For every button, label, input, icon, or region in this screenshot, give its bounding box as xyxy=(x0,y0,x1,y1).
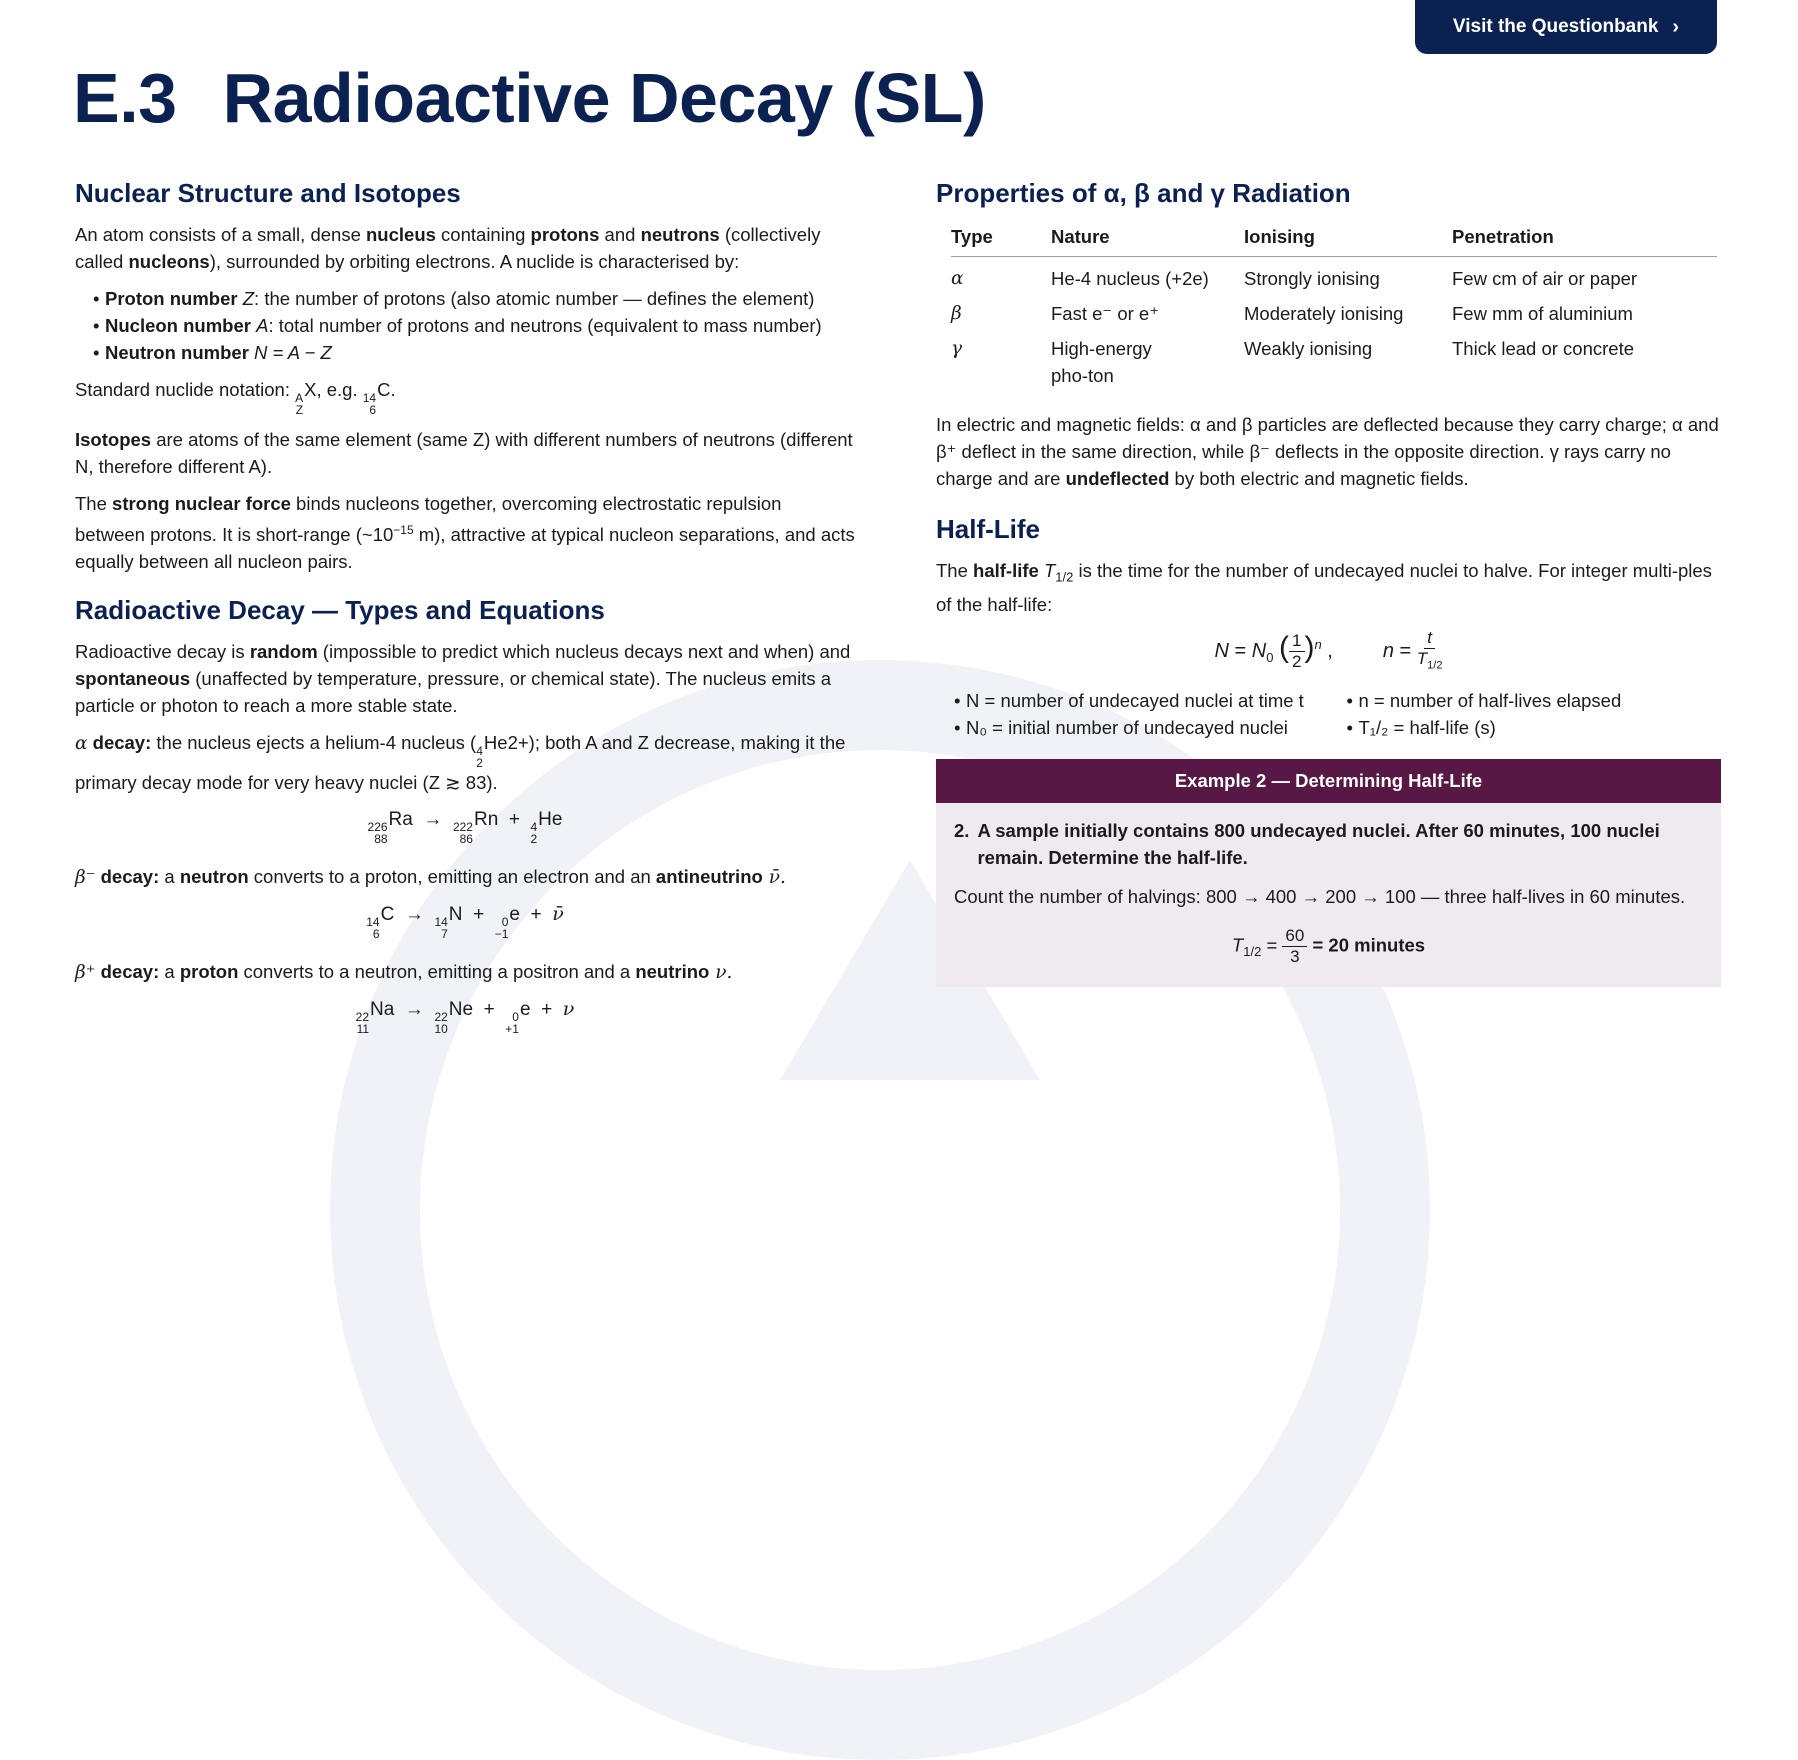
example-working: Count the number of halvings: 800 → 400 → 200 → 100 — three half-lives in 60 minutes. xyxy=(954,886,1686,908)
heading-half-life: Half-Life xyxy=(936,514,1040,544)
left-column xyxy=(75,180,855,1053)
list-item: • n = number of half-lives elapsed xyxy=(1347,687,1722,714)
strong-force-paragraph: The strong nuclear force binds nucleons together, overcoming electrostatic repulsion between protons. It is short-range ($\sim 10^{-15}$ m), attractive at typical nucleon separations, and acts equally between all nucleon pairs. xyxy=(75,493,855,573)
chevron-right-icon: › xyxy=(1672,15,1680,38)
half-life-legend xyxy=(936,687,1721,741)
nuclide-properties-list xyxy=(75,285,855,366)
heading-nuclear-structure: Nuclear Structure and Isotopes xyxy=(75,178,461,208)
nucleus-paragraph: An atom consists of a small, dense nucleus containing protons and neutrons (collectively called nucleons), surrounded by orbiting electrons. A nuclide is characterised by: xyxy=(75,224,821,272)
list-item: • Nucleon number A: total number of protons and neutrons (equivalent to mass number) xyxy=(93,312,855,339)
table-row: β Fast e⁻ or e⁺ Moderately ionising Few mm of aluminium xyxy=(951,303,1633,324)
section-title: Radioactive Decay (SL) xyxy=(222,59,986,137)
list-item: • N = number of undecayed nuclei at time t xyxy=(954,687,1329,714)
beta-plus-paragraph: β⁺ decay: a proton converts to a neutron, emitting a positron and a neutrino ν. xyxy=(75,961,733,984)
list-item: • N₀ = initial number of undecayed nuclei xyxy=(954,714,1329,741)
table-row: γ High-energy pho-ton Weakly ionising Thick lead or concrete xyxy=(951,338,1635,386)
right-column xyxy=(936,180,1721,987)
table-row: α He-4 nucleus (+2e) Strongly ionising Few cm of air or paper xyxy=(951,268,1638,289)
example-body xyxy=(936,803,1721,987)
questionbank-button-label: Visit the Questionbank xyxy=(1452,16,1659,37)
visit-questionbank-button[interactable] xyxy=(1415,0,1717,54)
example-question: 2. A sample initially contains 800 undecayed nuclei. After 60 minutes, 100 nuclei remain. Determine the half-life. xyxy=(954,820,1660,869)
page-title xyxy=(73,58,986,138)
example-header: Example 2 — Determining Half-Life xyxy=(936,759,1721,803)
beta-minus-equation: 14 6 C → 14 7 N + 0 −1 e + ν̄ xyxy=(366,903,564,942)
list-item: • Proton number Z: the number of protons (also atomic number — defines the element) xyxy=(93,285,855,312)
radiation-properties-table xyxy=(951,221,1717,389)
beta-plus-equation: 22 11 Na → 22 10 Ne + 0 +1 e + ν xyxy=(355,998,575,1037)
alpha-decay-equation: 226 88 Ra → 222 86 Rn + 4 2 He xyxy=(367,809,563,847)
decay-intro-paragraph: Radioactive decay is random (impossible to predict which nucleus decays next and when) and spontaneous (unaffected by temperature, pressure, or chemical state). The nucleus emits a particle or photon to reach a more stable state. xyxy=(75,641,851,717)
list-item: • T₁/₂ = half-life (s) xyxy=(1347,714,1722,741)
isotopes-paragraph: Isotopes are atoms of the same element (same Z) with different numbers of neutrons (different N, therefore different A). xyxy=(75,429,853,477)
half-life-paragraph: The half-life $T_{1/2}$ is the time for the number of undecayed nuclei to halve. For integer multi-ples of the half-life: xyxy=(936,560,1712,615)
beta-minus-paragraph: β⁻ decay: a neutron converts to a proton, emitting an electron and an antineutrino ν̄. xyxy=(75,866,786,889)
notation-paragraph: Standard nuclide notation: A Z X, e.g. 14 6 C. xyxy=(75,379,396,417)
table-header-row: Type Nature Ionising Penetration xyxy=(951,221,1717,257)
fields-paragraph: In electric and magnetic fields: α and β particles are deflected because they carry charge; α and β⁺ deflect in the same direction, while β⁻ deflects in the opposite direction. γ rays carry no charge and are undeflected by both electric and magnetic fields. xyxy=(936,414,1719,489)
heading-radioactive-decay: Radioactive Decay — Types and Equations xyxy=(75,595,605,626)
section-number: E.3 xyxy=(73,59,177,137)
example-result: $T_{1/2}$ = $\frac{60}{3}$ = 20 minutes xyxy=(1231,926,1426,967)
half-life-equation: $N = N_0$ ( $\frac{1}{2}$ )$^n$ , n = $\frac{t}{T_{1/2}}$ xyxy=(1214,627,1443,672)
heading-radiation-properties: Properties of α, β and γ Radiation xyxy=(936,178,1351,208)
list-item: • Neutron number N = A − Z xyxy=(93,339,855,366)
alpha-decay-paragraph: α decay: the nucleus ejects a helium-4 nucleus ( 4 2 He2+); both A and Z decrease, making it the primary decay mode for very heavy nuclei (Z ≳ 83). xyxy=(75,732,846,794)
